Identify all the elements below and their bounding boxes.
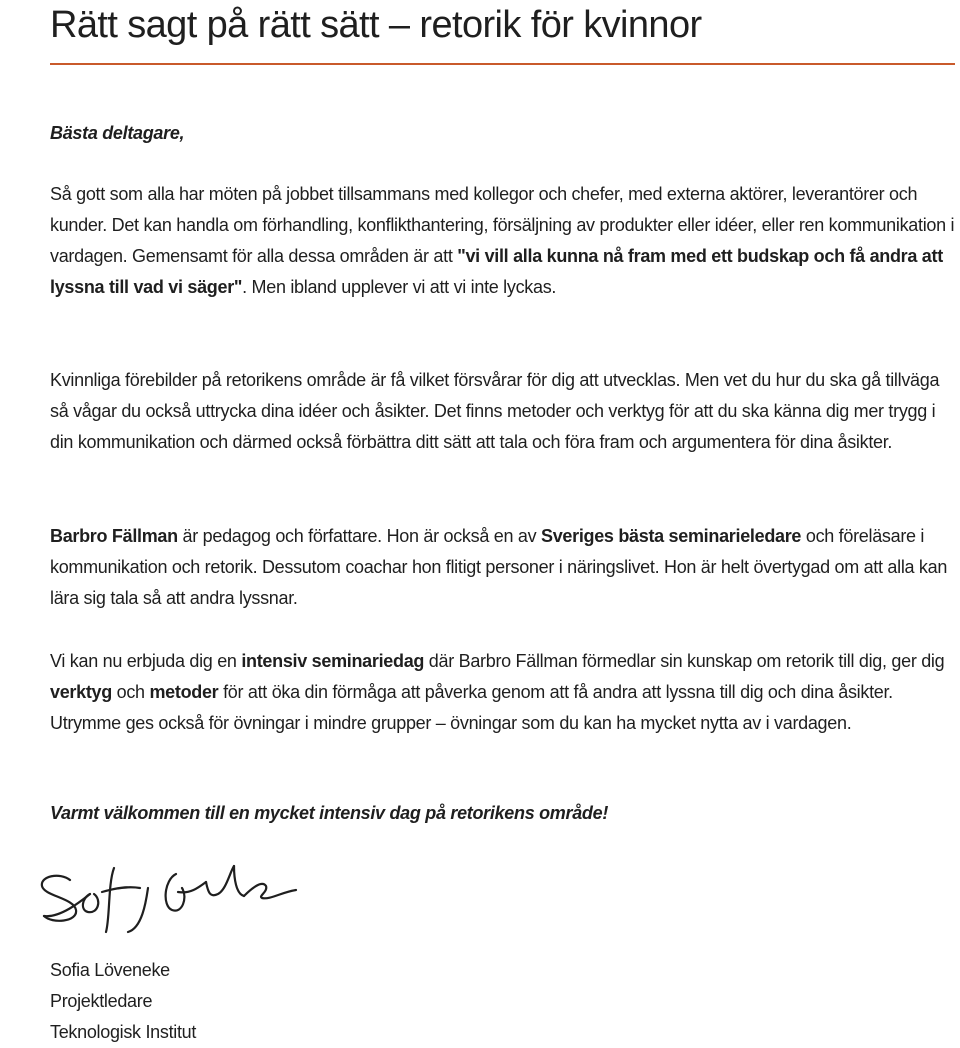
paragraph-intro xyxy=(50,179,955,303)
offer-text-2: där Barbro Fällman förmedlar sin kunskap om retorik till dig, ger dig xyxy=(424,651,945,671)
paragraph-presenter xyxy=(50,521,955,614)
title-divider xyxy=(50,63,955,65)
handwritten-signature xyxy=(30,858,310,948)
offer-emphasis-seminar: intensiv seminariedag xyxy=(241,651,425,671)
presenter-name: Barbro Fällman xyxy=(50,526,178,546)
offer-text-1: Vi kan nu erbjuda dig en xyxy=(50,651,242,671)
greeting: Bästa deltagare, xyxy=(50,123,185,143)
presenter-text: är pedagog och författare. Hon är också en av xyxy=(177,526,541,546)
offer-emphasis-methods: metoder xyxy=(149,682,219,702)
offer-text-4: för att öka din förmåga att påverka genom att få andra att lyssna till dig och dina åsikter. Utrymme ges också för övningar i mindre grupper – övningar som du kan ha mycket nytta av i vardagen. xyxy=(50,682,893,733)
offer-text-3: och xyxy=(111,682,150,702)
presenter-emphasis: Sveriges bästa seminarieledare xyxy=(540,526,802,546)
paragraph-role-models: Kvinnliga förebilder på retorikens område är få vilket försvårar för dig att utvecklas. Men vet du hur du ska gå tillväga så vågar du också uttrycka dina idéer och åsikter. Det finns metoder och verktyg för att du ska känna dig mer trygg i din kommunikation och därmed också förbättra ditt sätt att tala och föra fram och argumentera för dina åsikter. xyxy=(50,370,940,452)
signer-block xyxy=(50,955,196,1048)
intro-text-end: . Men ibland upplever vi att vi inte lyckas. xyxy=(242,277,557,297)
intro-emphasis: "vi vill alla kunna nå fram med ett budskap och få andra att lyssna till vad vi säger" xyxy=(50,246,943,297)
presenter-text-end: och föreläsare i kommunikation och retorik. Dessutom coachar hon flitigt personer i näringslivet. Hon är helt övertygad om att alla kan lära sig tala så att andra lyssnar. xyxy=(50,526,948,608)
intro-text: Så gott som alla har möten på jobbet tillsammans med kollegor och chefer, med externa aktörer, leverantörer och kunder. Det kan handla om förhandling, konflikthantering, försäljning av produkter eller idéer, eller ren kommunikation i vardagen. Gemensamt för alla dessa områden är att xyxy=(50,184,955,266)
signer-name: Sofia Löveneke xyxy=(50,960,170,980)
signer-role: Projektledare xyxy=(50,991,153,1011)
paragraph-offer xyxy=(50,646,955,739)
closing-line: Varmt välkommen till en mycket intensiv dag på retorikens område! xyxy=(50,803,609,823)
document-title: Rätt sagt på rätt sätt – retorik för kvinnor xyxy=(50,4,702,46)
signer-organization: Teknologisk Institut xyxy=(50,1022,197,1042)
offer-emphasis-tools: verktyg xyxy=(50,682,112,702)
